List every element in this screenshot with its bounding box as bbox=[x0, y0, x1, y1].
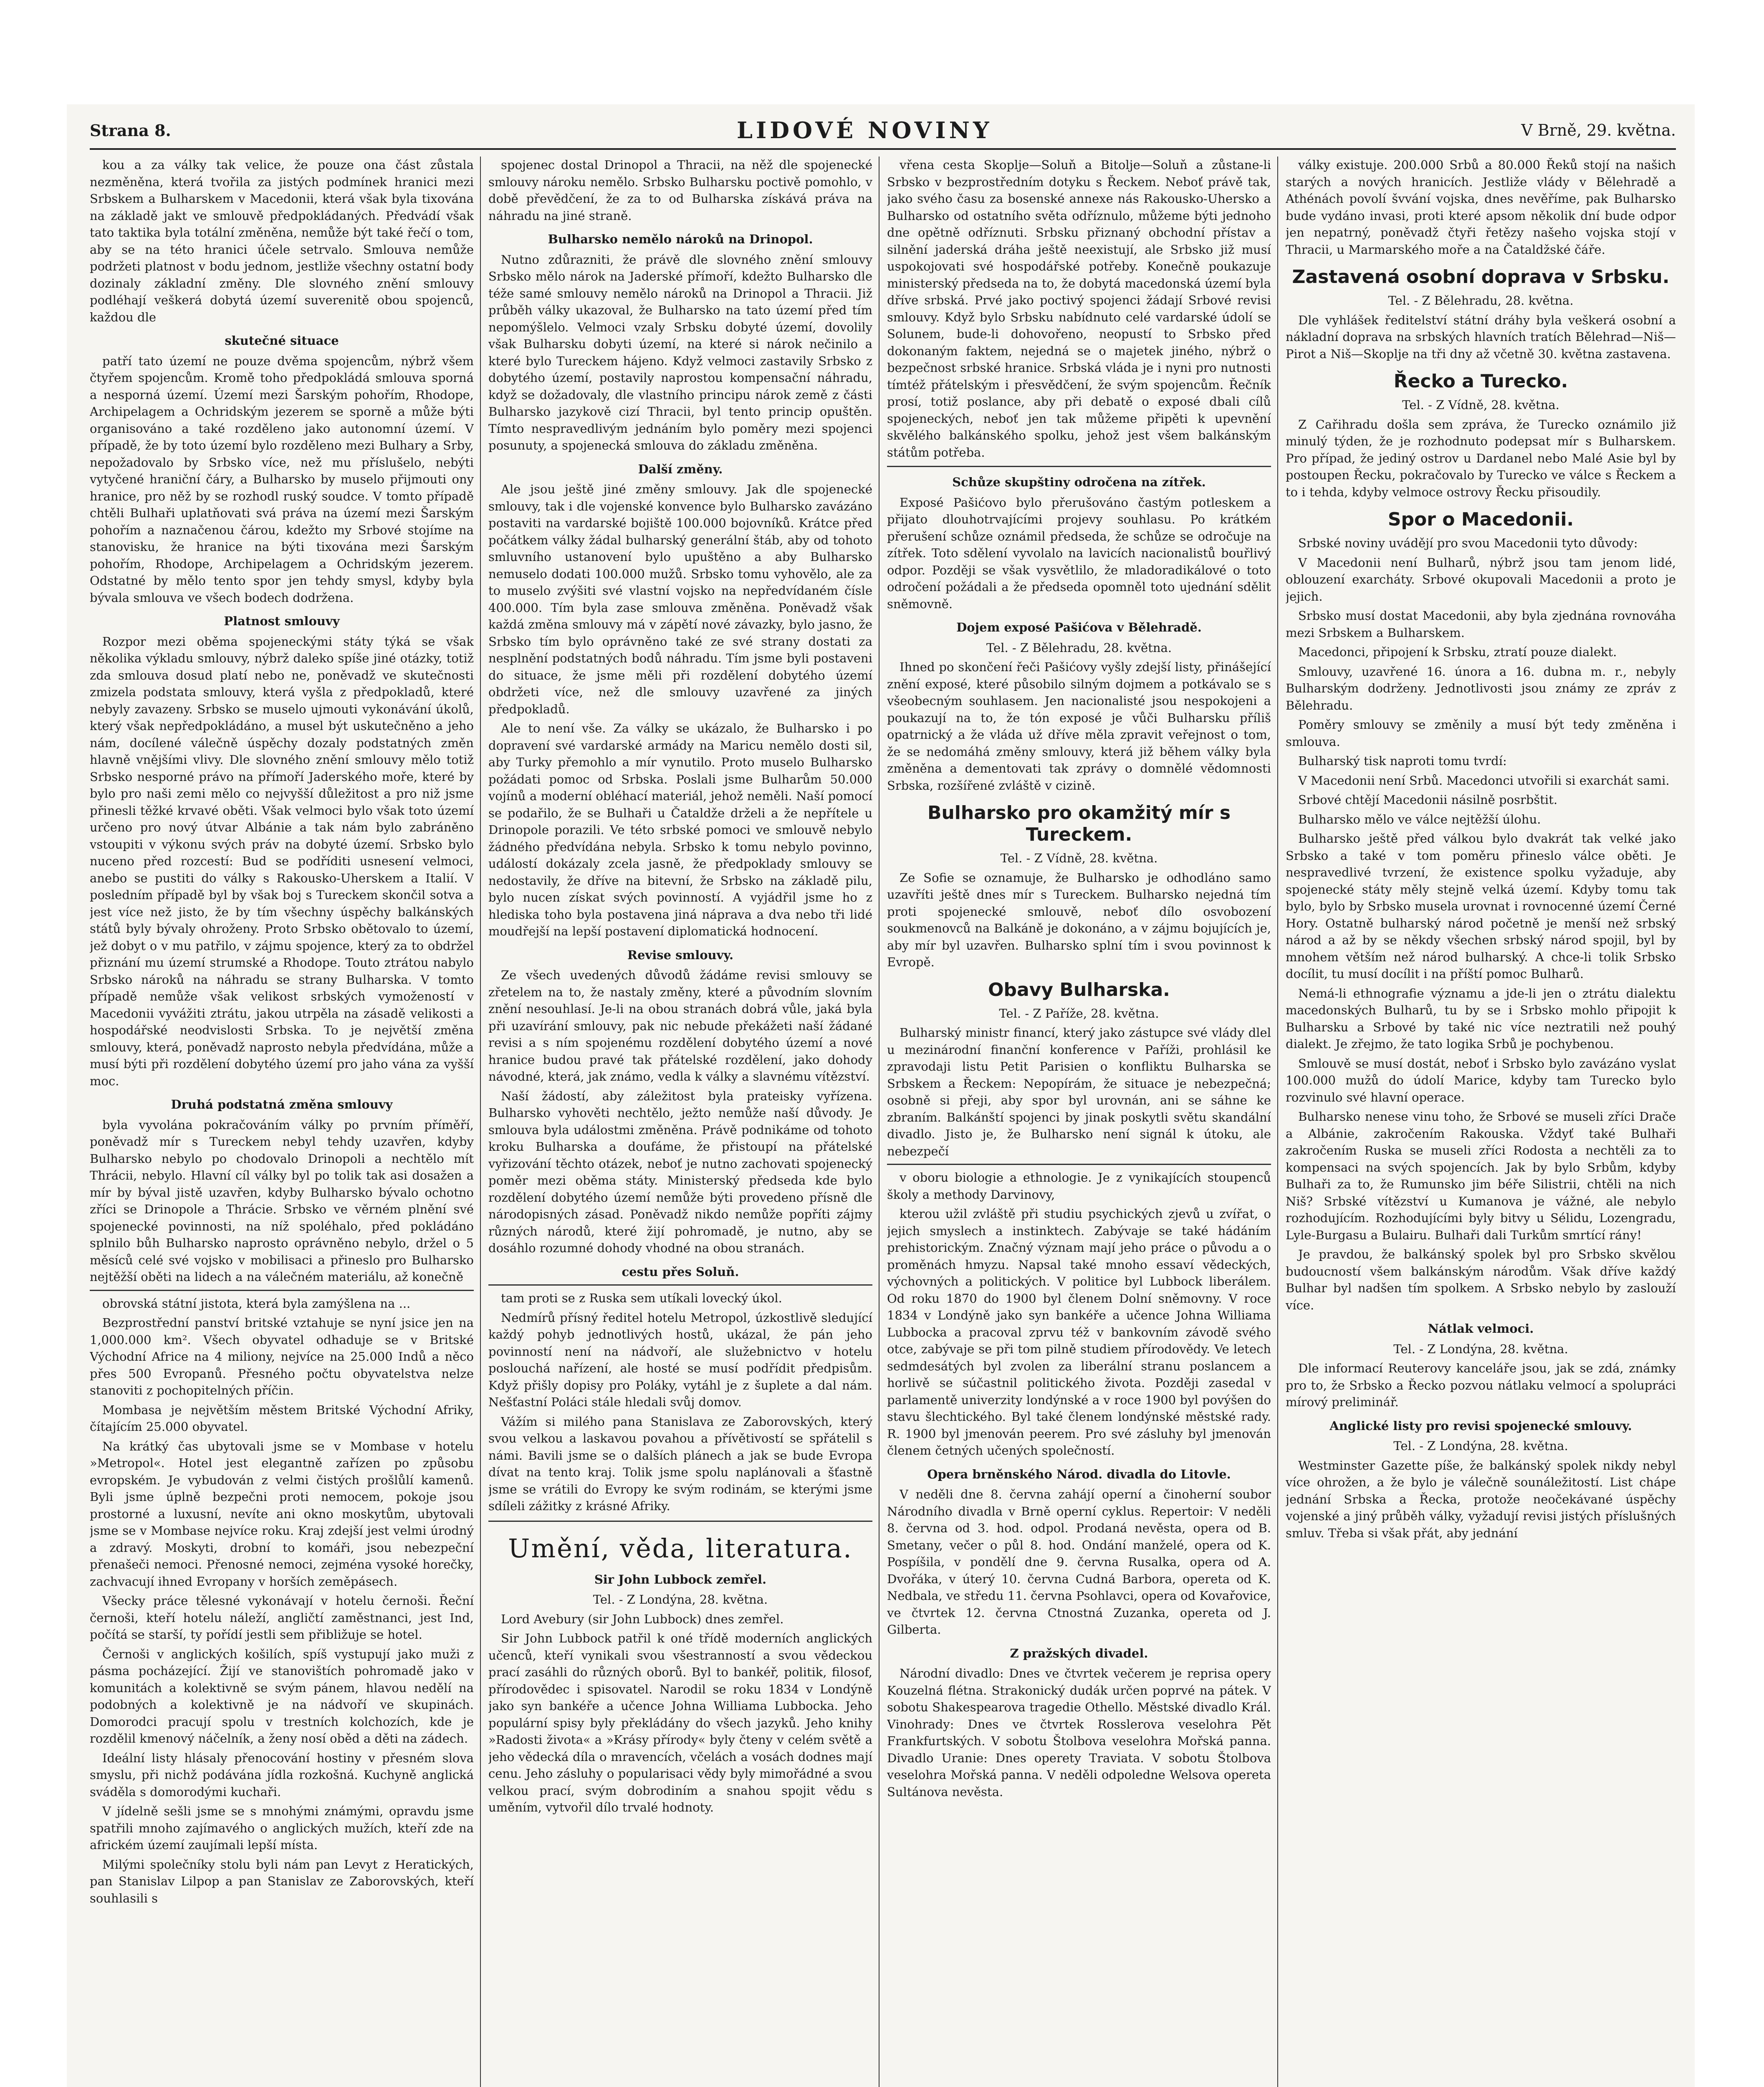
column-1 bbox=[90, 157, 474, 2087]
article-text: kterou užil zvláště při studiu psychických zjevů u zvířat, o jejich smyslech a instinktech. Zabývaje se také hádáním prehistorickým. Značný význam mají jeho práce o původu a o proměnách hmyzu. Napsal také mnoho essaví vědeckých, výchovných a politických. V politice byl Lubbock liberálem. Od roku 1870 do 1900 byl členem Dolní sněmovny. V roce 1834 v Londýně jako syn bankéře a učence Johna Williama Lubbocka a pracoval zprvu též v bankovním závodě svého otce, zabývaje se při tom pilně studiem přírodovědy. Ve letech sedmdesátých byl zvolen za liberální stranu poslancem a horlivě se súčastnil politického života. Později zasedal v parlamentě univerzity londýnské a v roce 1900 byl povýšen do stavu šlechtického. Byl také členem londýnské městské rady. R. 1900 byl jmenován peerem. Pro své zásluhy byl jmenován členem četných učených společností. bbox=[887, 1207, 1271, 1458]
dateline: Tel. - Z Bělehradu, 28. května. bbox=[986, 640, 1172, 655]
article-text: Ihned po skončení řeči Pašićovy vyšly zdejší listy, přinášející znění exposé, které působilo silným dojmem a potkávalo se s všeobecným souhlasem. Jen nacionalisté jsou nespokojeni a poukazují na to, že tón exposé je vůči Bulharsku příliš opatrnický a že vláda už dříve měla zpravit veřejnost o tom, že se nedomáhá změny smlouvy, která již během války byla změněna a dementovati tak zprávy o domnělé vědomnosti Srbska, rozšířené zvláště v cizině. bbox=[887, 660, 1271, 793]
feuilleton-separator bbox=[90, 1290, 474, 1291]
article-text: války existuje. 200.000 Srbů a 80.000 Řeků stojí na našich starých a nových hranicích. Jestliže vlády v Bělehradě a Athénách povolí švvání vojska, dnes nevěříme, pak Bulharsko bude vydáno invasi, proti které apsom několik dní bude odpor jen nepatrný, poněvadž čtyři řetězy našeho vojska stojí v Thracii, u Marmarského moře a na Čataldžské čáře. bbox=[1286, 158, 1676, 257]
dateline: Tel. - Z Paříže, 28. května. bbox=[999, 1006, 1159, 1021]
column-2 bbox=[488, 157, 872, 2087]
issue-date: V Brně, 29. května. bbox=[1521, 121, 1676, 139]
article-headline: Z pražských divadel. bbox=[1010, 1646, 1148, 1660]
feuilleton-text: Nedmírů přísný ředitel hotelu Metropol, úzkostlivě sledující každý pohyb jednotlivých hostů, ukázal, že pán jeho povinností není na nádvoří, ale služebnictvo v hotelu poslouchá nařízení, ale hosté se musí podřídit předpisům. Když přišly dopisy pro Poláky, vytáhl je z šuplete a dal nám. Nešťastní Poláci stále hledali svůj domov. bbox=[488, 1310, 872, 1409]
article-text: V Macedonii není Srbů. Macedonci utvořili si exarchát sami. bbox=[1298, 773, 1670, 788]
page-number: Strana 8. bbox=[90, 121, 171, 140]
article-text: Bulharský tisk naproti tomu tvrdí: bbox=[1298, 754, 1507, 768]
article-text: Srbové chtějí Macedonii násilně posrbštit. bbox=[1298, 793, 1558, 807]
dateline: Tel. - Z Londýna, 28. května. bbox=[593, 1592, 768, 1607]
newspaper-page bbox=[67, 104, 1695, 2087]
masthead-title: LIDOVÉ NOVINY bbox=[737, 117, 993, 144]
article-text: Srbské noviny uvádějí pro svou Macedonii tyto důvody: bbox=[1298, 536, 1638, 550]
article-text: Lord Avebury (sir John Lubbock) dnes zemřel. bbox=[501, 1612, 784, 1626]
article-text: Ze Sofie se oznamuje, že Bulharsko je odhodláno samo uzavříti ještě dnes mír s Tureckem. Bulharsko nejedná tím proti spojenecké smlouvě, neboť dílo osvobození soukmenovců na Balkáně je dokonáno, a v zájmu bojujících je, aby mír byl uzavřen. Bulharsko splní tím i svou povinnost k Evropě. bbox=[887, 870, 1271, 969]
article-text: spojenec dostal Drinopol a Thracii, na něž dle spojenecké smlouvy nároku nemělo. Srbsko Bulharsku poctivě pomohlo, v době převědčení, že za to od Bulharska získává práva na náhradu na jiné straně. bbox=[488, 158, 872, 223]
column-4 bbox=[1286, 157, 1676, 2087]
article-text: Národní divadlo: Dnes ve čtvrtek večerem je reprisa opery Kouzelná flétna. Strakonický dudák určen poprvé na pátek. V sobotu Shakespearova tragedie Othello. Městské divadlo Král. Vinohrady: Dnes ve čtvrtek Rosslerova veselohra Pět Frankfurtských. V sobotu Štolbova veselohra Mořská panna. Divadlo Uranie: Dnes operety Traviata. V sobotu Štolbova veselohra Mořská panna. V neděli odpoledne Welsova opereta Sultánova nevěsta. bbox=[887, 1666, 1271, 1799]
culture-section-title: Umění, věda, literatura. bbox=[508, 1533, 853, 1564]
article-headline-large: Spor o Macedonii. bbox=[1387, 509, 1574, 530]
article-text: Bulharsko ještě před válkou bylo dvakrát tak velké jako Srbsko a také v tom poměru přineslo válce oběti. Je nespravedlivé tvrzení, že existence spolku vyžaduje, aby spojenecké státy měly stejně velká území. Kdyby tomu tak bylo, bylo by Srbsko musela urovnat i rovnocenné území Černé Hory. Ostatně bulharský národ početně je menší než srbský národ a až by se někdy všechen srbský národ spojil, byl by mnohem větším než národ bulharský. A chce-li tolik Srbsko docílit, tu musí docílit i na příští pomoc Bulharů. bbox=[1286, 831, 1676, 981]
feuilleton-text: tam proti se z Ruska sem utíkali lovecký úkol. bbox=[501, 1291, 782, 1305]
article-text: Bulharsko mělo ve válce nejtěžší úlohu. bbox=[1298, 812, 1541, 826]
article-text: V neděli dne 8. června zahájí operní a činoherní soubor Národního divadla v Brně operní cyklus. Repertoir: V neděli 8. června od 3. hod. odpol. Prodaná nevěsta, opera od B. Smetany, večer o půl 8. hod. Ondání manželé, opera od K. Pospíšila, v pondělí dne 9. června Rusalka, opera od A. Dvořáka, v úterý 10. června Cudná Barbora, opereta od K. Nedbala, ve středu 11. června Psohlavci, opera od Kovařovice, ve čtvrtek 12. června Ctnostná Zuzanka, opereta od J. Gilberta. bbox=[887, 1487, 1271, 1637]
section-heading: Druhá podstatná změna smlouvy bbox=[171, 1097, 393, 1112]
feuilleton-text: Ideální listy hlásaly přenocování hostiny v přesném slova smyslu, při nichž podávána jídla rozkošná. Kuchyně anglická sváděla s domorodými kuchaři. bbox=[90, 1751, 474, 1799]
article-text: Rozpor mezi oběma spojeneckými státy týká se však několika výkladu smlouvy, nýbrž daleko spíše jiné otázky, totiž zda smlouva dosud platí nebo ne, poněvadž ve skutečnosti zmizela podstata smlouvy, která vyšla z předpokladů, které nebyly zavazeny. Srbsko se muselo ujmouti vykonávání úkolů, který však nepředpokládáno, a musel být uskutečněno a jeho nám, docílené válečně úspěchy dozaly podstatných změn hlavně vnějšími vlivy. Dle slovného znění smlouvy mělo totiž Srbsko nesporné právo na přímoří Jaderského moře, které by bylo pro naši zemi mělo co nejvyšší důležitost a pro niž jsme přinesli těžké krvavé oběti. Však velmoci bylo však toto území určeno pro nový útvar Albánie a tak nám bylo zabráněno vstoupiti v výkonu svých práv na dobyté území. Srbsko bylo nuceno před rozcestí: Bud se podříditi usnesení velmoci, anebo se pustiti do války s Rakousko-Uherskem a Italií. V posledním případě byl by však boj s Tureckem skončil sotva a jest více než jisto, že by tím všechny úspěchy balkánských států byly bývaly ohroženy. Proto Srbsko obětovalo to území, jež dobyt o v mu patřilo, v zájmu spojence, který za to obdržel přiznání mu území strumské a Rhodope. Touto ztrátou nabylo Srbsko nároků na náhradu se strany Bulharska. V tomto případě nemůže však velikost srbských vymožeností v Macedonii vyvážiti ztrátu, jakou utrpěla na zásadě velikosti a hospodářské neodvislosti Srbska. To je největší změna smlouvy, která, poněvadž naprosto nebyla předvídána, může a musí býti při rozdělení dobytého území pro jaho vána za vyšší moc. bbox=[90, 634, 474, 1088]
section-heading: cestu přes Soluň. bbox=[622, 1264, 739, 1279]
dateline: Tel. - Z Londýna, 28. května. bbox=[1393, 1439, 1568, 1453]
section-heading: skutečné situace bbox=[225, 334, 339, 348]
article-headline: Opera brněnského Národ. divadla do Litovle. bbox=[927, 1467, 1231, 1481]
dateline: Tel. - Z Bělehradu, 28. května. bbox=[1388, 293, 1574, 308]
feuilleton-text: Vážím si milého pana Stanislava ze Zaborovských, který svou velkou a laskavou povahou a přívětivostí se spřátelil s námi. Bavili jsme se o dalších plánech a jak se bude Evropa dívat na tento kraj. Tolik jsme spolu naplánovali a šťastně jsme se vrátili do Evropy ke svým rodinám, se kterými jsme sdíleli zážitky z krásné Afriky. bbox=[488, 1414, 872, 1513]
article-headline-large: Obavy Bulharska. bbox=[988, 979, 1170, 1001]
article-headline: Schůze skupštiny odročena na zítřek. bbox=[952, 475, 1206, 489]
article-headline-large: Řecko a Turecko. bbox=[1393, 371, 1568, 392]
article-text: Westminster Gazette píše, že balkánský spolek nikdy nebyl více ohrožen, a že bylo je válečně sounáležitostí. List chápe jednání Srbska a Řecka, protože neočekávané úspěchy vojenské a jiný průběh války, vyžadují revisi jistých příslušných smluv. Třeba si však přát, aby jednání bbox=[1286, 1458, 1676, 1540]
article-text: Ze všech uvedených důvodů žádáme revisi smlouvy se zřetelem na to, že nastaly změny, které a původním slovním znění nesouhlasí. Je-li na obou stranách dobrá vůle, jaká byla při uzavírání smlouvy, pak nic nebude překážeti naší žádané revisi a s ním spojenému rozdělení dobytého území a nové hranice budou pravé tak přátelské rozdělení, jako dohody návodné, která, jak známo, vedla k války a slavnému vítězství. bbox=[488, 968, 872, 1084]
dateline: Tel. - Z Vídně, 28. května. bbox=[1402, 398, 1559, 412]
section-heading: Revise smlouvy. bbox=[627, 947, 734, 962]
feuilleton-text: Mombasa je největším městem Britské Východní Afriky, čítajícím 25.000 obyvatel. bbox=[90, 1402, 474, 1434]
article-headline: Sir John Lubbock zemřel. bbox=[594, 1572, 767, 1587]
article-text: vřena cesta Skoplje—Soluň a Bitolje—Soluň a zůstane-li Srbsko v bezprostředním dotyku s Řeckem. Neboť právě tak, jako svého času za bosenské annexe nás Rakousko-Uhersko a Bulharsko od ostatního světa odříznulo, můžeme býti jednoho dne opětně odříznuti. Srbsku přiznaný obchodní přístav a silnění jaderská dráha ještě neexistují, ale Srbsko již musí uspokojovati své hospodářské potřeby. Konečně poukazuje ministerský předseda na to, že dobytá macedonská území byla dříve srbská. Prvé jako poctivý spojenci žádají Srbové revisi smlouvy. Když bylo Srbsku nabídnuto celé vardarské údolí se Solunem, bude-li dohovořeno, neopustí to Srbsko před dokonaným faktem, nejedná se o majetek jiného, nýbrž o bezpečnost srbské hranice. Srbská vláda je i nyni pro nutnosti tímtéž přátelským i přesvědčení, že svým spojencům. Řečník prosí, totiž poslance, aby při debatě o exposé dbali cílů spojeneckých, neboť jen tak můžeme připěti k upevnění skvělého balkánského spolku, jehož jest všem balkánským státům potřeba. bbox=[887, 158, 1271, 460]
article-headline-large: Bulharsko pro okamžitý mír s Tureckem. bbox=[927, 802, 1231, 845]
article-text: Z Cařihradu došla sem zpráva, že Turecko oznámilo již minulý týden, že je rozhodnuto podepsat mír s Bulharskem. Pro případ, že jediný ostrov u Dardanel nebo Malé Asie byl by postoupen Řecku, pokračovalo by Turecko ve válce s Řeckem a to i tehda, kdyby velmoce ostrovy Řecku přisoudily. bbox=[1286, 417, 1676, 499]
feuilleton-text: Všecky práce tělesné vykonávají v hotelu černoši. Řeční černoši, kteří hotelu náleží, angličtí zaměstnanci, jest Ind, počítá se starší, ty pořídí jestli sem přibližuje se hotel. bbox=[90, 1594, 474, 1642]
article-text: V Macedonii není Bulharů, nýbrž jsou tam jenom lidé, oblouzení exarcháty. Srbové okupovali Macedonii a proto je jejich. bbox=[1286, 555, 1676, 604]
section-heading: Platnost smlouvy bbox=[224, 614, 340, 628]
article-text: Smlouvě se musí dostát, neboť i Srbsko bylo zavázáno vyslat 100.000 mužů do údolí Marice, kdyby tam Turecko bylo rozvinulo své hlavní operace. bbox=[1286, 1056, 1676, 1104]
article-headline-large: Zastavená osobní doprava v Srbsku. bbox=[1292, 266, 1670, 288]
column-3 bbox=[887, 157, 1271, 2087]
header-rule bbox=[90, 148, 1676, 150]
article-text: byla vyvolána pokračováním války po prvním příměří, poněvadž mír s Tureckem nebyl tehdy uzavřen, kdyby Bulharsko nebylo po chodovalo Drinopoli a nechtělo mít Thrácii, nebylo. Hlavní cíl války byl po tolik tak asi dosažen a mír by býval jistě uzavřen, kdyby Bulharsko bývalo ochotno zříci se Drinopole a Thrácie. Srbsko ve věrném plnění své spojenecké povinnosti, na níž spoléhalo, před pokládáno splnilo bůh Bulharsko naprosto oprávněno nebylo, držel o 5 měsíců celé své vojsko v mobilisaci a přineslo pro Bulharsko nejtěžší oběti na lidech a na válečném materiálu, až konečně bbox=[90, 1117, 474, 1284]
feuilleton-text: Na krátký čas ubytovali jsme se v Mombase v hotelu »Metropol«. Hotel jest elegantně zařízen po způsobu evropském. Je vybudován z velmi čistých prošlůlí kamenů. Byli jsme úplně bezpečni proti nemocem, pokoje jsou prostorné a luxusní, nevíte ani okno moskytům, ubytovali jsme se v Mombase nejvíce roku. Kraj zdejší jest velmi úrodný a zdravý. Moskyti, drobní to komáři, jsou nebezpeční přenašeči nemoci. Přenosné nemoci, zejména vysoké horečky, zachvacují ihned Evropany v horších zeměpásech. bbox=[90, 1439, 474, 1589]
section-heading: Bulharsko nemělo nároků na Drinopol. bbox=[548, 232, 813, 246]
feuilleton-text: Milými společníky stolu byli nám pan Levyt z Heratických, pan Stanislav Lilpop a pan Stanislav ze Zaborovských, kteří souhlasili s bbox=[90, 1857, 474, 1905]
section-heading: Další změny. bbox=[638, 462, 723, 476]
article-text: Dle informací Reuterovy kanceláře jsou, jak se zdá, známky pro to, že Srbsko a Řecko pozvou nátlaku velmocí a spolupráci mírový preliminář. bbox=[1286, 1361, 1676, 1409]
article-text: Poměry smlouvy se změnily a musí být tedy změněna i smlouva. bbox=[1286, 718, 1676, 749]
article-text: Ale jsou ještě jiné změny smlouvy. Jak dle spojenecké smlouvy, tak i dle vojenské konvence bylo Bulharsko zavázáno postaviti na vardarské bojiště 100.000 bojovníků. Krátce před počátkem války žádal bulharský generální štáb, aby od tohoto smluvního ustanovení bylo upuštěno a aby Bulharsko nemuselo dodati 100.000 mužů. Srbsko tomu vyhovělo, ale za to muselo zvýšiti své vlastní vojsko na nepředvídaném čísle 400.000. Tím byla zase smlouva změněna. Poněvadž však každá změna smlouvy má v zápětí nové závazky, bylo jasno, že Srbsko tím bylo oprávněno také ze své strany dostati za nesplnění podstatných bodů náhradu. Tím jsme byli postaveni do situace, že jsme měli při rozdělení dobytého území obdržeti více, než dle smlouvy uzavřené za jiných předpokladů. bbox=[488, 482, 872, 716]
article-text: Macedonci, připojení k Srbsku, ztratí pouze dialekt. bbox=[1298, 645, 1617, 659]
feuilleton-text: obrovská státní jistota, která byla zamýšlena na ... bbox=[102, 1296, 411, 1311]
feuilleton-text: Černoši v anglických košilích, spíš vystupují jako muži z pásma pocházející. Žijí ve stanovištích pohromadě jako v komunitách a kolektivně se svým pánem, hlavou nedělí na podobných a kolektivně je na nádvoří ve skupinách. Domorodci pracují spolu v trestních kolchozích, kde je rozdělil kmenový náčelník, a ženy nosí oběd a děti na zádech. bbox=[90, 1647, 474, 1746]
dateline: Tel. - Z Vídně, 28. května. bbox=[1000, 851, 1158, 865]
section-rule bbox=[488, 1521, 872, 1522]
feuilleton-text: V jídelně sešli jsme se s mnohými známými, opravdu jsme spatřili mnoho zajímavého o anglických mužích, kteří zde na africkém území zaujímali lepší místa. bbox=[90, 1804, 474, 1852]
article-text: Nemá-li ethnografie významu a jde-li jen o ztrátu dialektu macedonských Bulharů, tu by se i Srbsko mohlo připojit k Bulharsku a Srbové by také nic více neztratili než pouhý dialekt. Je zřejmo, že tato logika Srbů je pochybenou. bbox=[1286, 986, 1676, 1051]
article-text: Naší žádostí, aby záležitost byla prateisky vyřízena. Bulharsko vyhověti nechtělo, ježto nemůže naší důvody. Je smlouva byla událostmi změněna. Právě podnikáme od tohoto kroku Bulharska a doufáme, že přistoupí na přátelské vyřizování těchto otázek, neboť je nutno zachovati spojenecký poměr mezi oběma státy. Ministerský předseda kde bylo rozdělení dobytého území nemůže býti provedeno přísně dle národopisných zásad. Poněvadž nikdo nemůže popříti zájmy různých národů, které žijí pohromadě, je nutno, aby se dosáhlo rozumné dohody vhodné na obou stranách. bbox=[488, 1089, 872, 1255]
article-text: Je pravdou, že balkánský spolek byl pro Srbsko skvělou budoucností všem balkánským národům. Však dříve každý Bulhar byl nadšen tím spolkem. A Srbsko nebylo by zaslouží více. bbox=[1286, 1247, 1676, 1312]
article-text: kou a za války tak velice, že pouze ona část zůstala nezměněna, která tvořila za jistých podmínek hranici mezi Srbskem a Bulharskem v Macedonii, která však byla tixována na základě jakt ve smlouvě předpokládaných. Předvádí však tato taktika byla totální změněna, nemůže být také řečí o tom, aby se na této hranici účele setrvalo. Smlouva nemůže podržeti platnost v bodu jednom, jestliže všechny ostatní body dozinaly základní změny. Dle slovného znění smlouvy podléhají veškerá dobytá území suverenitě obou spojenců, každou dle bbox=[90, 158, 474, 324]
article-text: Srbsko musí dostat Macedonii, aby byla zjednána rovnováha mezi Srbskem a Bulharskem. bbox=[1286, 609, 1676, 640]
article-text: Sir John Lubbock patřil k oné třídě moderních anglických učenců, kteří vynikali svou všestranností a svou vědeckou prací zasáhli do různých oborů. Byl to bankéř, politik, filosof, přírodovědec i spisovatel. Narodil se roku 1834 v Londýně jako syn bankéře a učence Johna Williama Lubbocka. Jeho populární spisy byly překládány do všech jazyků. Jeho knihy »Radosti života« a »Krásy přírody« byly čteny v celém světě a jeho vědecká díla o mravencích, včelách a vosách dodnes mají cenu. Jeho zásluhy o popularisaci vědy byly mimořádné a svou velkou prací, svým dobrodiním a snahou spojit vědu s uměním, vytvořil dílo trvalé hodnoty. bbox=[488, 1631, 872, 1814]
article-headline: Anglické listy pro revisi spojenecké smlouvy. bbox=[1329, 1418, 1632, 1433]
article-text: Bulharský ministr financí, který jako zástupce své vlády dlel u mezinárodní finanční konference v Paříži, prohlásil ke zpravodaji listu Petit Parisien o konfliktu Bulharska se Srbskem a Řeckem: Nepopírám, že situace je nebezpečná; osobně si přeji, aby spor byl urovnán, ani se sáhne ke zbraním. Balkánští spojenci by jinak poskytli světu skandální divadlo. Jisto je, že Bulharsko není signál k útoku, ale nebezpečí bbox=[887, 1026, 1271, 1158]
feuilleton-text: Bezprostřední panství britské vztahuje se nyní jsice jen na 1,000.000 km². Všech obyvatel odhaduje se v Britské Východní Africe na 4 miliony, nejvíce na 25.000 Indů a něco přes 500 Evropanů. Přesného počtu obyvatelstva nelze stanoviti z pochopitelných příčin. bbox=[90, 1316, 474, 1397]
page-header bbox=[90, 117, 1676, 146]
article-text: patří tato území ne pouze dvěma spojencům, nýbrž všem čtyřem spojencům. Kromě toho předpokládá smlouva sporná a nesporná území. Území mezi Šarským pohořím, Rhodope, Archipelagem a Ochridským jezerem se sporně a může býti organisováno a také rozděleno jako autonomní území. V případě, že by toto území bylo rozděleno mezi Bulhary a Srby, nepožadovalo by Srbsko více, než mu příslušelo, nebýti vytyčené hraniční čáry, a Bulharsko by muselo přijmouti ony hranice, pro něž by se rozhodl ruský soudce. V tomto případě chtěli Bulhaři uplatňovati svá práva na území mezi Šarským pohořím a naznačenou čárou, kdežto my Srbové stojíme na stanovisku, že hranice na býti tixována mezi Šarským pohořím, Rhodope, Archipelagem a Ochridským jezerem. Odstatné by mělo tento spor jen tehdy smysl, kdyby byla bývala smlouva ve všech bodech dodržena. bbox=[90, 354, 474, 605]
feuilleton-separator bbox=[488, 1284, 872, 1286]
article-text: v oboru biologie a ethnologie. Je z vynikajících stoupenců školy a methody Darvinovy, bbox=[887, 1170, 1271, 1202]
feuilleton-separator bbox=[887, 1164, 1271, 1165]
article-text: Bulharsko nenese vinu toho, že Srbové se museli zříci Drače a Albánie, zakročením Rakouska. Vždyť také Bulhaři zakročením Ruska se museli zříci Rodosta a nechtěli za to kompensaci na svých spojencích. Jak by bylo Srbům, kdyby Bulhaři za to, že Rumunsko jim béře Silistrii, chtěli na nich Niš? Srbské vítězství u Kumanova je vážné, ale nebylo rozhodujícím. Rozhodujícími byly bitvy u Sélidu, Lozengradu, Lyle-Burgasu a Bulairu. Bulhaři dali Turkům smrtící rány! bbox=[1286, 1109, 1676, 1242]
article-text: Dle vyhlášek ředitelství státní dráhy byla veškerá osobní a nákladní doprava na srbských hlavních tratích Bělehrad—Niš—Pirot a Niš—Skoplje na tři dny až včetně 30. května zastavena. bbox=[1286, 313, 1676, 361]
column-divider bbox=[480, 157, 481, 2087]
dateline: Tel. - Z Londýna, 28. května. bbox=[1393, 1342, 1568, 1356]
article-text: Nutno zdůrazniti, že právě dle slovného znění smlouvy Srbsko mělo nárok na Jaderské přímoří, kdežto Bulharsko dle téže samé smlouvy nemělo nároků na Drinopol a Thracii. Již průběh války ukazoval, že Bulharsko na tato území před tím nepomýšlelo. Velmoci vzaly Srbsku dobyté území, dovolily však Bulharsku dobyti území, na které si nárok nečinilo a které bylo Tureckem hájeno. Když velmoci zastavily Srbsko z dobytého území, postavily naprostou kompensační náhradu, když se dožadovaly, dle vlastního principu nárok země z části Bulharsko jazykově cizí Thracii, byl tento princip opuštěn. Tímto nespravedlivým jednáním bylo poměry mezi spojenci posunuty, a spojenecká smlouva do základu změněna. bbox=[488, 252, 872, 452]
column-divider bbox=[1277, 157, 1278, 2087]
article-text: Exposé Pašićovo bylo přerušováno častým potleskem a přijato dlouhotrvajícími projevy souhlasu. Po krátkém přerušení schůze oznámil předseda, že schůze se odročuje na zítřek. Toto sdělení vyvolalo na lavicích nacionalistů bouřlivý odpor. Později se však vysvětlilo, že mladoradikálové o toto odročení požádali a že předseda opomněl toto ujednání sdělit sněmovně. bbox=[887, 495, 1271, 611]
article-headline: Dojem exposé Pašićova v Bělehradě. bbox=[956, 620, 1202, 634]
section-rule bbox=[887, 466, 1271, 467]
article-text: Ale to není vše. Za války se ukázalo, že Bulharsko i po dopravení své vardarské armády na Maricu nemělo dosti sil, aby Turky přemohlo a mír vynutilo. Proto muselo Bulharsko požádati pomoc od Srbska. Poslali jsme Bulharům 50.000 vojínů a moderní obléhací materiál, jehož neměli. Naší pomocí se podařilo, že se Bulhaři u Čataldže drželi a že nepřítele u Drinopole porazili. Ve této srbské pomoci ve smlouvě nebylo žádného předvídána nebyla. Srbsko k tomu nebylo povinno, událostí dokázaly zcela jasně, že předpoklady smlouvy se nedostavily, že dříve na bitevní, že Srbsko na základě pilu, bylo nucen získat svých povinností. A vyjádřil jsme ho z hlediska toho byla postavena jiná náprava a dva nebo tři lidé moudřejší na lepší postavení diplomatická hodnocení. bbox=[488, 721, 872, 938]
article-headline: Nátlak velmoci. bbox=[1428, 1321, 1534, 1336]
article-text: Smlouvy, uzavřené 16. února a 16. dubna m. r., nebyly Bulharským dodrženy. Jednotlivosti jsou známy ze zpráv z Bělehradu. bbox=[1286, 664, 1676, 713]
